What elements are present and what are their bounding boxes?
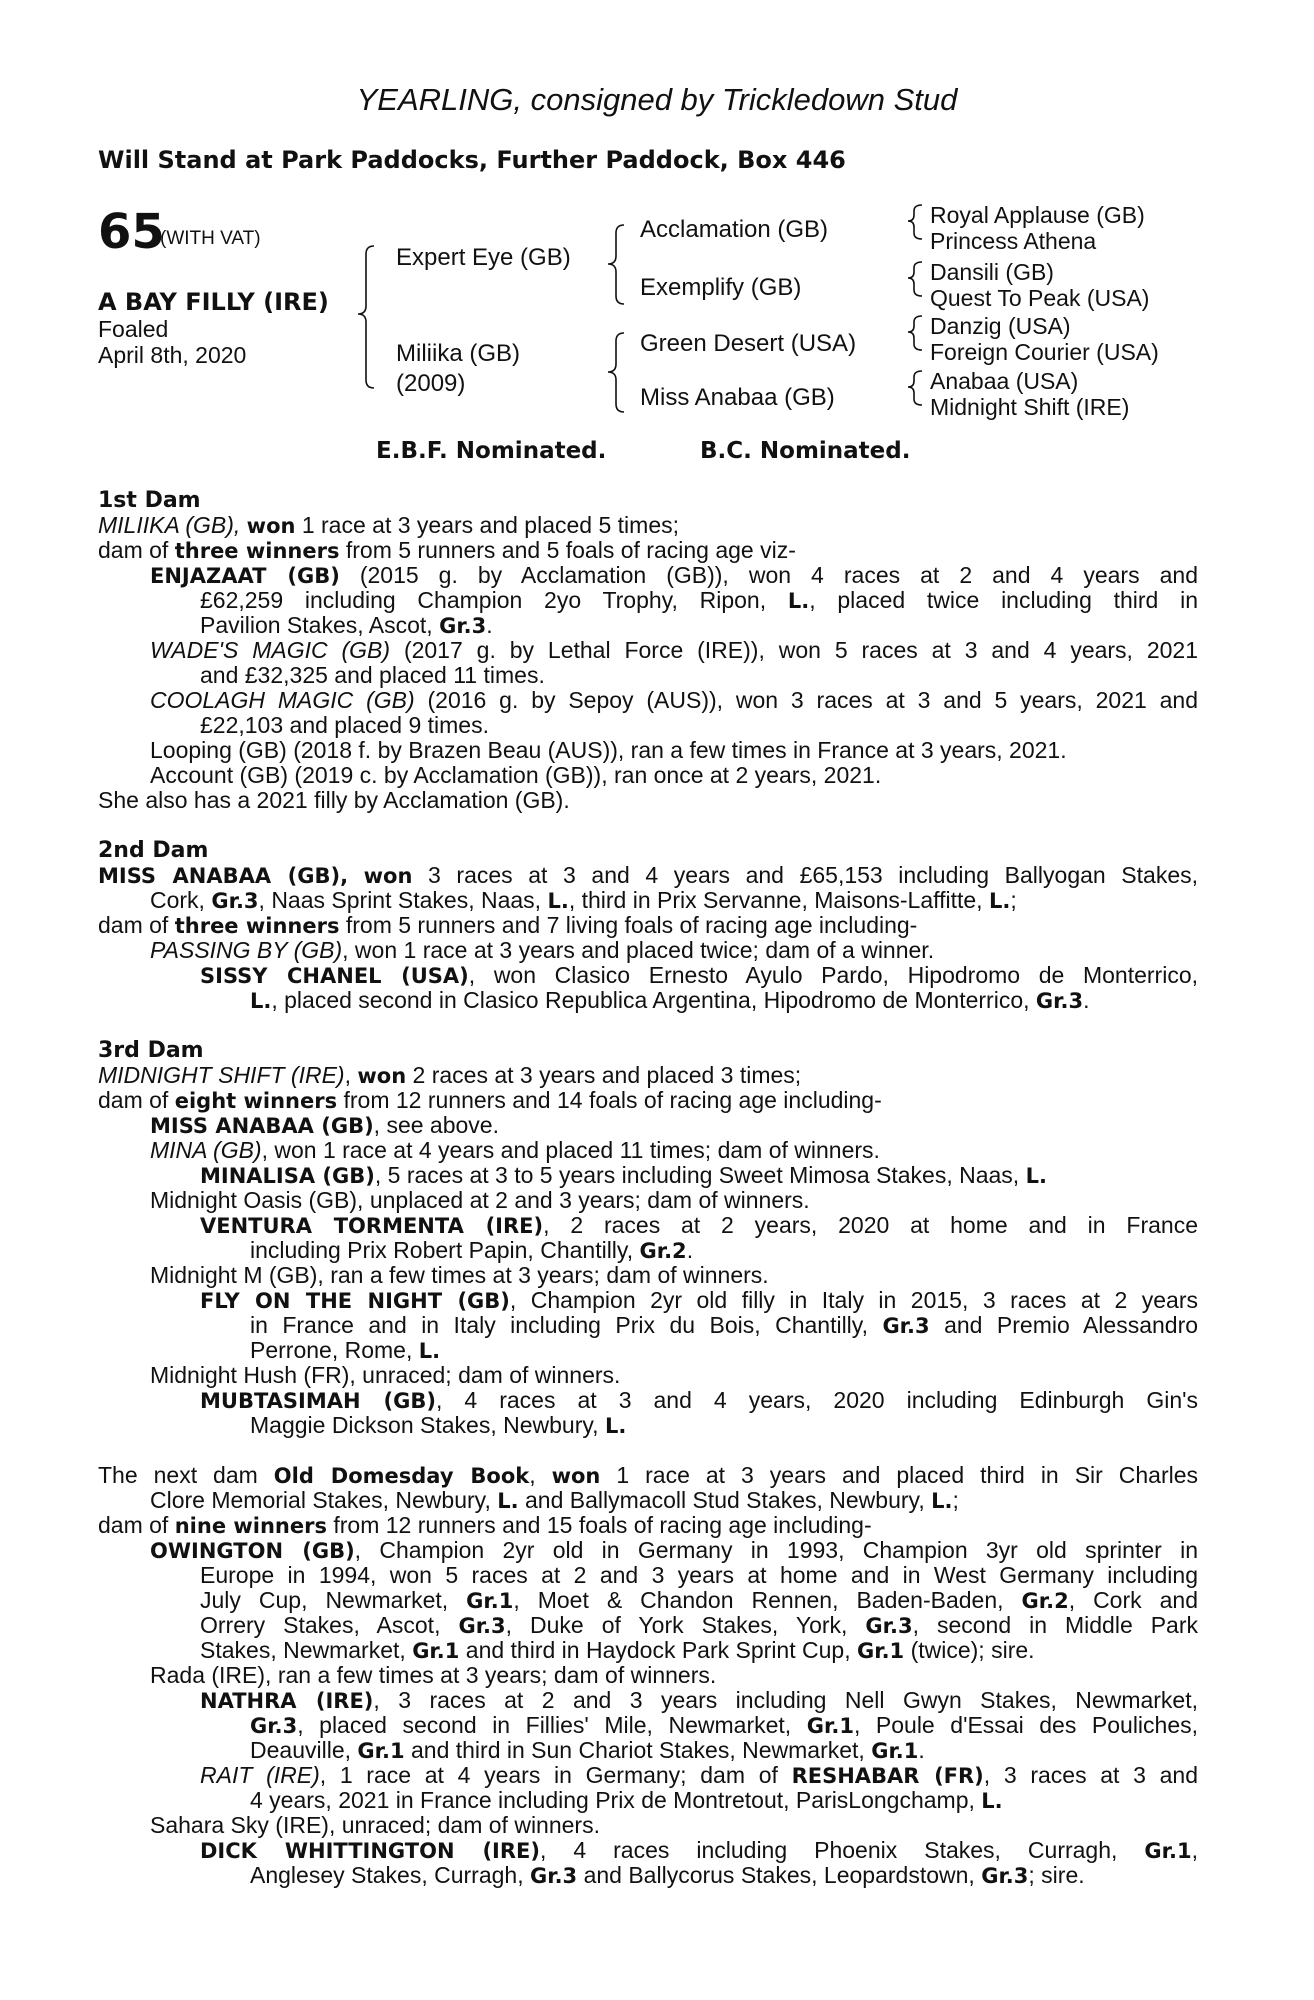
rada-line: Rada (IRE), ran a few times at 3 years; dam of winners. [150, 1662, 717, 1688]
pedigree-g6: Foreign Courier (USA) [930, 339, 1159, 365]
second-dam-line-1: MISS ANABAA (GB), won 3 races at 3 and 4 years and £65,153 including Ballyogan Stakes, [98, 862, 1198, 888]
mubtasimah-line-1: MUBTASIMAH (GB), 4 races at 3 and 4 years, 2020 including Edinburgh Gin's [200, 1387, 1198, 1413]
next-dam-line-1: The next dam Old Domesday Book, won 1 race at 3 years and placed third in Sir Charles [98, 1462, 1199, 1488]
sahara-sky-line: Sahara Sky (IRE), unraced; dam of winners. [150, 1812, 600, 1838]
rait-line-2: 4 years, 2021 in France including Prix de Montretout, ParisLongchamp, L. [250, 1787, 1003, 1813]
mina-line: MINA (GB), won 1 race at 4 years and placed 11 times; dam of winners. [150, 1137, 880, 1163]
pedigree-g5: Danzig (USA) [930, 313, 1071, 339]
page-title: YEARLING, consigned by Trickledown Stud [356, 82, 958, 117]
enjazaat-line-1: ENJAZAAT (GB) (2015 g. by Acclamation (GB)), won 4 races at 2 and 4 years and [150, 562, 1198, 588]
rait-line-1: RAIT (IRE), 1 race at 4 years in Germany; dam of RESHABAR (FR), 3 races at 3 and [200, 1762, 1198, 1788]
bracket-g2 [908, 262, 922, 296]
bracket-g3 [908, 316, 922, 350]
looping-line: Looping (GB) (2018 f. by Brazen Beau (AUS)), ran a few times in France at 3 years, 2021. [150, 737, 1067, 763]
third-dam-heading: 3rd Dam [98, 1038, 204, 1063]
miss-anabaa-line: MISS ANABAA (GB), see above. [150, 1112, 499, 1138]
also-line: She also has a 2021 filly by Acclamation (GB). [98, 787, 570, 813]
next-dam-line-3: dam of nine winners from 12 runners and 15 foals of racing age including- [98, 1512, 872, 1538]
bracket-g4 [908, 371, 922, 405]
wades-magic-line-1: WADE'S MAGIC (GB) (2017 g. by Lethal Force (IRE)), won 5 races at 3 and 4 years, 2021 [150, 637, 1199, 663]
nathra-line-2: Gr.3, placed second in Fillies' Mile, Newmarket, Gr.1, Poule d'Essai des Pouliches, [250, 1712, 1199, 1738]
minalisa-line: MINALISA (GB), 5 races at 3 to 5 years including Sweet Mimosa Stakes, Naas, L. [200, 1162, 1047, 1188]
ebf-nomination: E.B.F. Nominated. [376, 438, 607, 464]
owington-line-3: July Cup, Newmarket, Gr.1, Moet & Chandon Rennen, Baden-Baden, Gr.2, Cork and [200, 1587, 1198, 1613]
pedigree-g2: Princess Athena [930, 228, 1097, 254]
third-dam-line-1: MIDNIGHT SHIFT (IRE), won 2 races at 3 years and placed 3 times; [98, 1062, 802, 1088]
pedigree-g3: Dansili (GB) [930, 259, 1054, 285]
pedigree-sire-dam: Exemplify (GB) [640, 274, 802, 301]
second-dam-line-2: Cork, Gr.3, Naas Sprint Stakes, Naas, L., third in Prix Servanne, Maisons-Laffitte, L.; [150, 887, 1017, 913]
fly-on-the-night-line-1: FLY ON THE NIGHT (GB), Champion 2yr old filly in Italy in 2015, 3 races at 2 years [200, 1287, 1199, 1313]
first-dam-line-2: dam of three winners from 5 runners and 5 foals of racing age viz- [98, 537, 796, 563]
pedigree-g4: Quest To Peak (USA) [930, 285, 1150, 311]
foaled-date: April 8th, 2020 [98, 342, 247, 368]
midnight-oasis-line: Midnight Oasis (GB), unplaced at 2 and 3 years; dam of winners. [150, 1187, 810, 1213]
passing-by-line: PASSING BY (GB), won 1 race at 3 years and placed twice; dam of a winner. [150, 937, 935, 963]
account-line: Account (GB) (2019 c. by Acclamation (GB)), ran once at 2 years, 2021. [150, 762, 882, 788]
owington-line-2: Europe in 1994, won 5 races at 2 and 3 years at home and in West Germany including [200, 1562, 1198, 1588]
ventura-line-2: including Prix Robert Papin, Chantilly, Gr.2. [250, 1237, 694, 1263]
enjazaat-line-3: Pavilion Stakes, Ascot, Gr.3. [200, 612, 493, 638]
foaled-label: Foaled [98, 316, 169, 342]
coolagh-line-2: £22,103 and placed 9 times. [200, 712, 489, 738]
lot-number: 65 [98, 204, 165, 260]
owington-line-1: OWINGTON (GB), Champion 2yr old in Germany in 1993, Champion 3yr old sprinter in [150, 1537, 1198, 1563]
dick-whittington-line-2: Anglesey Stakes, Curragh, Gr.3 and Ballycorus Stakes, Leopardstown, Gr.3; sire. [250, 1862, 1085, 1888]
midnight-hush-line: Midnight Hush (FR), unraced; dam of winners. [150, 1362, 621, 1388]
ventura-line-1: VENTURA TORMENTA (IRE), 2 races at 2 years, 2020 at home and in France [200, 1212, 1198, 1238]
pedigree-dam-dam: Miss Anabaa (GB) [640, 384, 835, 411]
lot-name: A BAY FILLY (IRE) [98, 288, 329, 316]
midnight-m-line: Midnight M (GB), ran a few times at 3 years; dam of winners. [150, 1262, 769, 1288]
dick-whittington-line-1: DICK WHITTINGTON (IRE), 4 races including Phoenix Stakes, Curragh, Gr.1, [200, 1837, 1199, 1863]
pedigree-dam-year: (2009) [396, 370, 466, 397]
fly-on-the-night-line-3: Perrone, Rome, L. [250, 1337, 441, 1363]
nathra-line-3: Deauville, Gr.1 and third in Sun Chariot Stakes, Newmarket, Gr.1. [250, 1737, 925, 1763]
pedigree-sire-sire: Acclamation (GB) [640, 216, 829, 243]
pedigree-dam: Miliika (GB) [396, 340, 520, 367]
bc-nomination: B.C. Nominated. [700, 438, 911, 464]
sissy-chanel-line-2: L., placed second in Clasico Republica Argentina, Hipodromo de Monterrico, Gr.3. [250, 987, 1090, 1013]
mubtasimah-line-2: Maggie Dickson Stakes, Newbury, L. [250, 1412, 627, 1438]
first-dam-line-1: MILIIKA (GB), won 1 race at 3 years and placed 5 times; [98, 512, 679, 538]
first-dam-heading: 1st Dam [98, 488, 201, 513]
bracket-dam [608, 333, 624, 412]
stand-location: Will Stand at Park Paddocks, Further Paddock, Box 446 [98, 146, 846, 174]
pedigree-g1: Royal Applause (GB) [930, 202, 1145, 228]
bracket-main [358, 246, 374, 388]
third-dam-line-2: dam of eight winners from 12 runners and 14 foals of racing age including- [98, 1087, 882, 1113]
enjazaat-line-2: £62,259 including Champion 2yo Trophy, Ripon, L., placed twice including third in [200, 587, 1199, 613]
owington-line-5: Stakes, Newmarket, Gr.1 and third in Haydock Park Sprint Cup, Gr.1 (twice); sire. [200, 1637, 1035, 1663]
second-dam-line-3: dam of three winners from 5 runners and 7 living foals of racing age including- [98, 912, 918, 938]
bracket-sire [608, 225, 624, 304]
fly-on-the-night-line-2: in France and in Italy including Prix du Bois, Chantilly, Gr.3 and Premio Alessandro [250, 1312, 1199, 1338]
nathra-line-1: NATHRA (IRE), 3 races at 2 and 3 years including Nell Gwyn Stakes, Newmarket, [200, 1687, 1198, 1713]
bracket-g1 [908, 205, 922, 239]
sissy-chanel-line-1: SISSY CHANEL (USA), won Clasico Ernesto Ayulo Pardo, Hipodromo de Monterrico, [200, 962, 1199, 988]
wades-magic-line-2: and £32,325 and placed 11 times. [200, 662, 545, 688]
second-dam-heading: 2nd Dam [98, 838, 209, 863]
pedigree-g8: Midnight Shift (IRE) [930, 394, 1130, 420]
pedigree-sire: Expert Eye (GB) [396, 244, 571, 271]
coolagh-line-1: COOLAGH MAGIC (GB) (2016 g. by Sepoy (AUS)), won 3 races at 3 and 5 years, 2021 and [150, 687, 1198, 713]
owington-line-4: Orrery Stakes, Ascot, Gr.3, Duke of York Stakes, York, Gr.3, second in Middle Park [200, 1612, 1199, 1638]
pedigree-dam-sire: Green Desert (USA) [640, 330, 857, 357]
vat-label: (WITH VAT) [160, 228, 261, 249]
next-dam-line-2: Clore Memorial Stakes, Newbury, L. and Ballymacoll Stud Stakes, Newbury, L.; [150, 1487, 959, 1513]
pedigree-g7: Anabaa (USA) [930, 368, 1079, 394]
